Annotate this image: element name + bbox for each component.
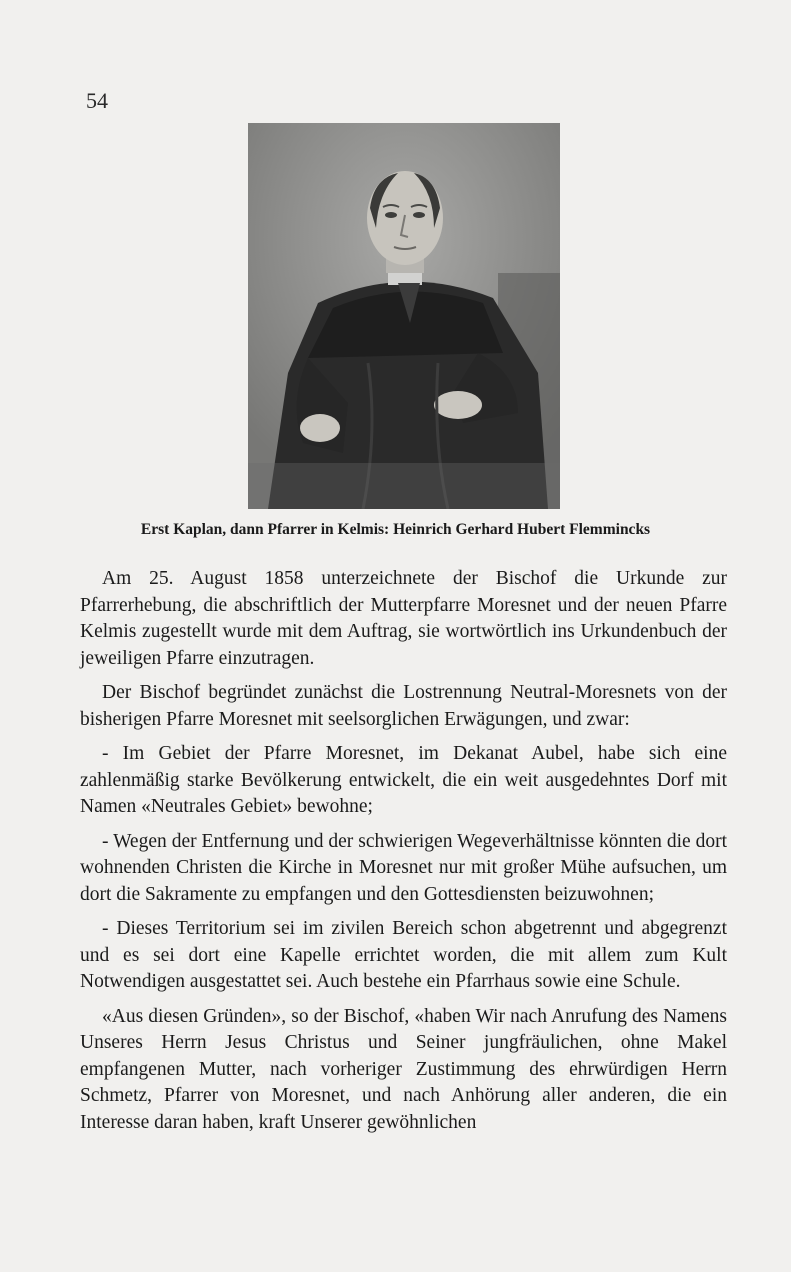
portrait-illustration xyxy=(248,123,560,509)
portrait-photo xyxy=(248,123,560,509)
paragraph: - Wegen der Entfernung und der schwierigen Wegeverhältnisse könnten die dort wohnenden Christen die Kirche in Moresnet nur mit großer Mühe aufsuchen, um dort die Sakramente zu empfangen und den Gottesdiensten beizuwohnen; xyxy=(80,830,727,905)
paragraph: Der Bischof begründet zunächst die Lostrennung Neutral-Moresnets von der bisherigen Pfarre Moresnet mit seelsorglichen Erwägungen, und zwar: xyxy=(80,682,727,730)
paragraph: - Dieses Territorium sei im zivilen Bereich schon abgetrennt und abgegrenzt und es sei dort eine Kapelle errichtet worden, die mit allem zum Kult Notwendigen ausgestattet sei. Auch bestehe ein Pfarrhaus sowie eine Schule. xyxy=(80,918,727,992)
paragraph: - Im Gebiet der Pfarre Moresnet, im Dekanat Aubel, habe sich eine zahlenmäßig starke Bevölkerung entwickelt, die ein weit ausgedehntes Dorf mit Namen «Neutrales Gebiet» bewohne; xyxy=(80,743,727,817)
paragraph: «Aus diesen Gründen», so der Bischof, «haben Wir nach Anrufung des Namens Unseres Herrn Jesus Christus und Seiner jungfräulichen, ohne Makel empfangenen Mutter, nach vorheriger Zustimmung des ehrwürdigen Herrn Schmetz, Pfarrer von Moresnet, und nach Anhörung aller anderen, die ein Interesse daran haben, kraft Unserer gewöhnlichen xyxy=(80,1005,727,1133)
page-number: 54 xyxy=(86,88,108,113)
photo-caption: Erst Kaplan, dann Pfarrer in Kelmis: Heinrich Gerhard Hubert Flemmincks xyxy=(140,521,651,538)
paragraph: Am 25. August 1858 unterzeichnete der Bischof die Urkunde zur Pfarrerhebung, die abschriftlich der Mutterpfarre Moresnet und der neuen Pfarre Kelmis zugestellt wurde mit dem Auftrag, sie wortwörtlich ins Urkundenbuch der jeweiligen Pfarre einzutragen. xyxy=(80,568,727,669)
body-text xyxy=(80,566,727,1144)
